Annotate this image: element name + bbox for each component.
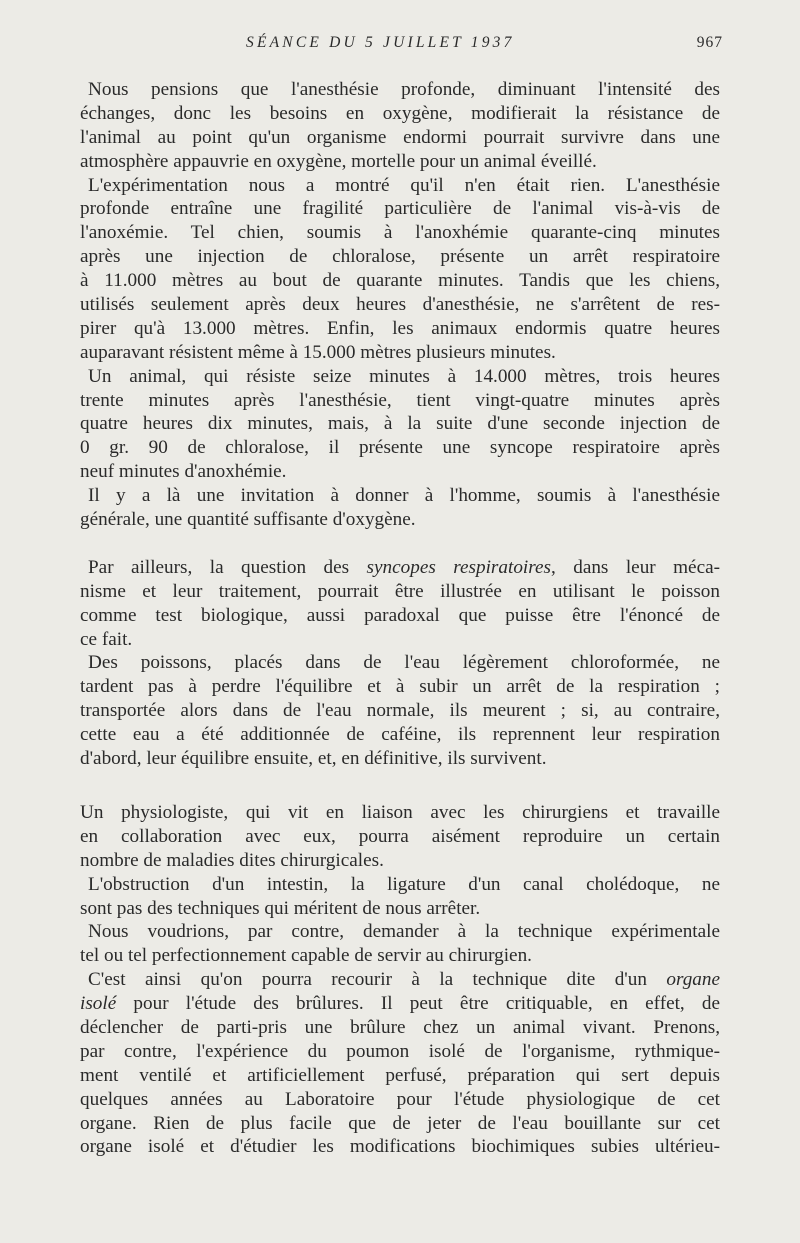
text-run: , dans leur méca- <box>550 556 720 578</box>
text-run: C'est ainsi qu'on pourra recourir à la technique dite d'un <box>88 969 647 991</box>
text-line: organe. Rien de plus facile que de jeter de l'eau bouillante sur cet <box>80 1112 720 1134</box>
text-line: ce fait. <box>80 628 133 650</box>
running-title: SÉANCE DU 5 JUILLET 1937 <box>246 34 515 51</box>
paragraph <box>80 801 720 873</box>
text-line: quelques années au Laboratoire pour l'étude physiologique de cet <box>80 1088 720 1110</box>
text-line: par contre, l'expérience du poumon isolé de l'organisme, rythmique- <box>80 1040 720 1062</box>
italic-term: syncopes respiratoires <box>366 556 551 578</box>
text-run: pour l'étude des brûlures. Il peut être critiquable, en effet, de <box>133 993 721 1015</box>
text-line: cette eau a été additionnée de caféine, ils reprennent leur respiration <box>80 724 720 746</box>
text-line: sont pas des techniques qui méritent de nous arrêter. <box>80 897 481 919</box>
text-line: tardent pas à perdre l'équilibre et à subir un arrêt de la respiration ; <box>80 676 720 698</box>
text-line: atmosphère appauvrie en oxygène, mortelle pour un animal éveillé. <box>80 150 597 172</box>
text-line: auparavant résistent même à 15.000 mètres plusieurs minutes. <box>80 341 556 363</box>
section-gap <box>80 771 720 801</box>
italic-term: isolé <box>80 993 117 1015</box>
paragraph <box>80 873 720 921</box>
text-line: quatre heures dix minutes, mais, à la suite d'une seconde injection de <box>80 413 720 435</box>
text-line: transportée alors dans de l'eau normale, ils meurent ; si, au contraire, <box>80 700 720 722</box>
body-text <box>80 78 720 1159</box>
text-line: Nous voudrions, par contre, demander à la technique expérimentale <box>88 921 720 943</box>
text-line: Nous pensions que l'anesthésie profonde, diminuant l'intensité des <box>88 79 720 100</box>
paragraph <box>80 365 720 484</box>
text-line: en collaboration avec eux, pourra aisément reproduire un certain <box>80 825 720 847</box>
section-gap <box>80 532 720 556</box>
text-line: neuf minutes d'anoxhémie. <box>80 461 287 483</box>
text-line: nisme et leur traitement, pourrait être illustrée en utilisant le poisson <box>80 580 720 602</box>
text-line <box>80 556 720 580</box>
text-line: après une injection de chloralose, présente un arrêt respiratoire <box>80 246 720 268</box>
paragraph <box>80 968 720 1159</box>
paragraph <box>80 484 720 532</box>
text-line: Des poissons, placés dans de l'eau légèrement chloroformée, ne <box>88 652 720 674</box>
text-line: L'expérimentation nous a montré qu'il n'en était rien. L'anesthésie <box>88 174 720 196</box>
running-head <box>0 34 800 58</box>
text-line: échanges, donc les besoins en oxygène, modifierait la résistance de <box>80 102 720 124</box>
paragraph <box>80 556 720 652</box>
text-run: Par ailleurs, la question des <box>88 556 367 578</box>
italic-term: organe <box>666 969 721 991</box>
text-line: Un animal, qui résiste seize minutes à 14.000 mètres, trois heures <box>88 365 720 387</box>
text-line: Un physiologiste, qui vit en liaison avec les chirurgiens et travaille <box>80 801 720 823</box>
paragraph <box>80 174 720 365</box>
text-line: nombre de maladies dites chirurgicales. <box>80 849 384 871</box>
text-line: ment ventilé et artificiellement perfusé, préparation qui sert depuis <box>80 1064 720 1086</box>
paragraph <box>80 920 720 968</box>
page-number: 967 <box>696 34 723 51</box>
paragraph <box>80 78 720 174</box>
text-line: utilisés seulement après deux heures d'anesthésie, ne s'arrêtent de res- <box>80 294 720 316</box>
text-line: L'obstruction d'un intestin, la ligature d'un canal cholédoque, ne <box>88 873 720 895</box>
text-line: l'animal au point qu'un organisme endormi pourrait survivre dans une <box>80 126 720 148</box>
text-line: 0 gr. 90 de chloralose, il présente une syncope respiratoire après <box>80 437 720 459</box>
text-line: d'abord, leur équilibre ensuite, et, en définitive, ils survivent. <box>80 748 547 770</box>
text-line: générale, une quantité suffisante d'oxygène. <box>80 509 416 531</box>
text-line <box>80 992 720 1016</box>
text-line: tel ou tel perfectionnement capable de servir au chirurgien. <box>80 945 532 967</box>
text-line <box>80 968 720 992</box>
text-line: organe isolé et d'étudier les modifications biochimiques subies ultérieu- <box>80 1136 720 1158</box>
text-line: profonde entraîne une fragilité particulière de l'animal vis-à-vis de <box>80 198 720 220</box>
paragraph <box>80 651 720 770</box>
text-line: l'anoxémie. Tel chien, soumis à l'anoxhémie quarante-cinq minutes <box>80 222 720 244</box>
text-line: comme test biologique, aussi paradoxal que puisse être l'énoncé de <box>80 604 720 626</box>
text-line: déclencher de parti-pris une brûlure chez un animal vivant. Prenons, <box>80 1016 720 1038</box>
text-line: pirer qu'à 13.000 mètres. Enfin, les animaux endormis quatre heures <box>80 317 720 339</box>
text-line: à 11.000 mètres au bout de quarante minutes. Tandis que les chiens, <box>80 270 720 292</box>
text-line: Il y a là une invitation à donner à l'homme, soumis à l'anesthésie <box>88 485 720 507</box>
text-line: trente minutes après l'anesthésie, tient vingt-quatre minutes après <box>80 389 720 411</box>
